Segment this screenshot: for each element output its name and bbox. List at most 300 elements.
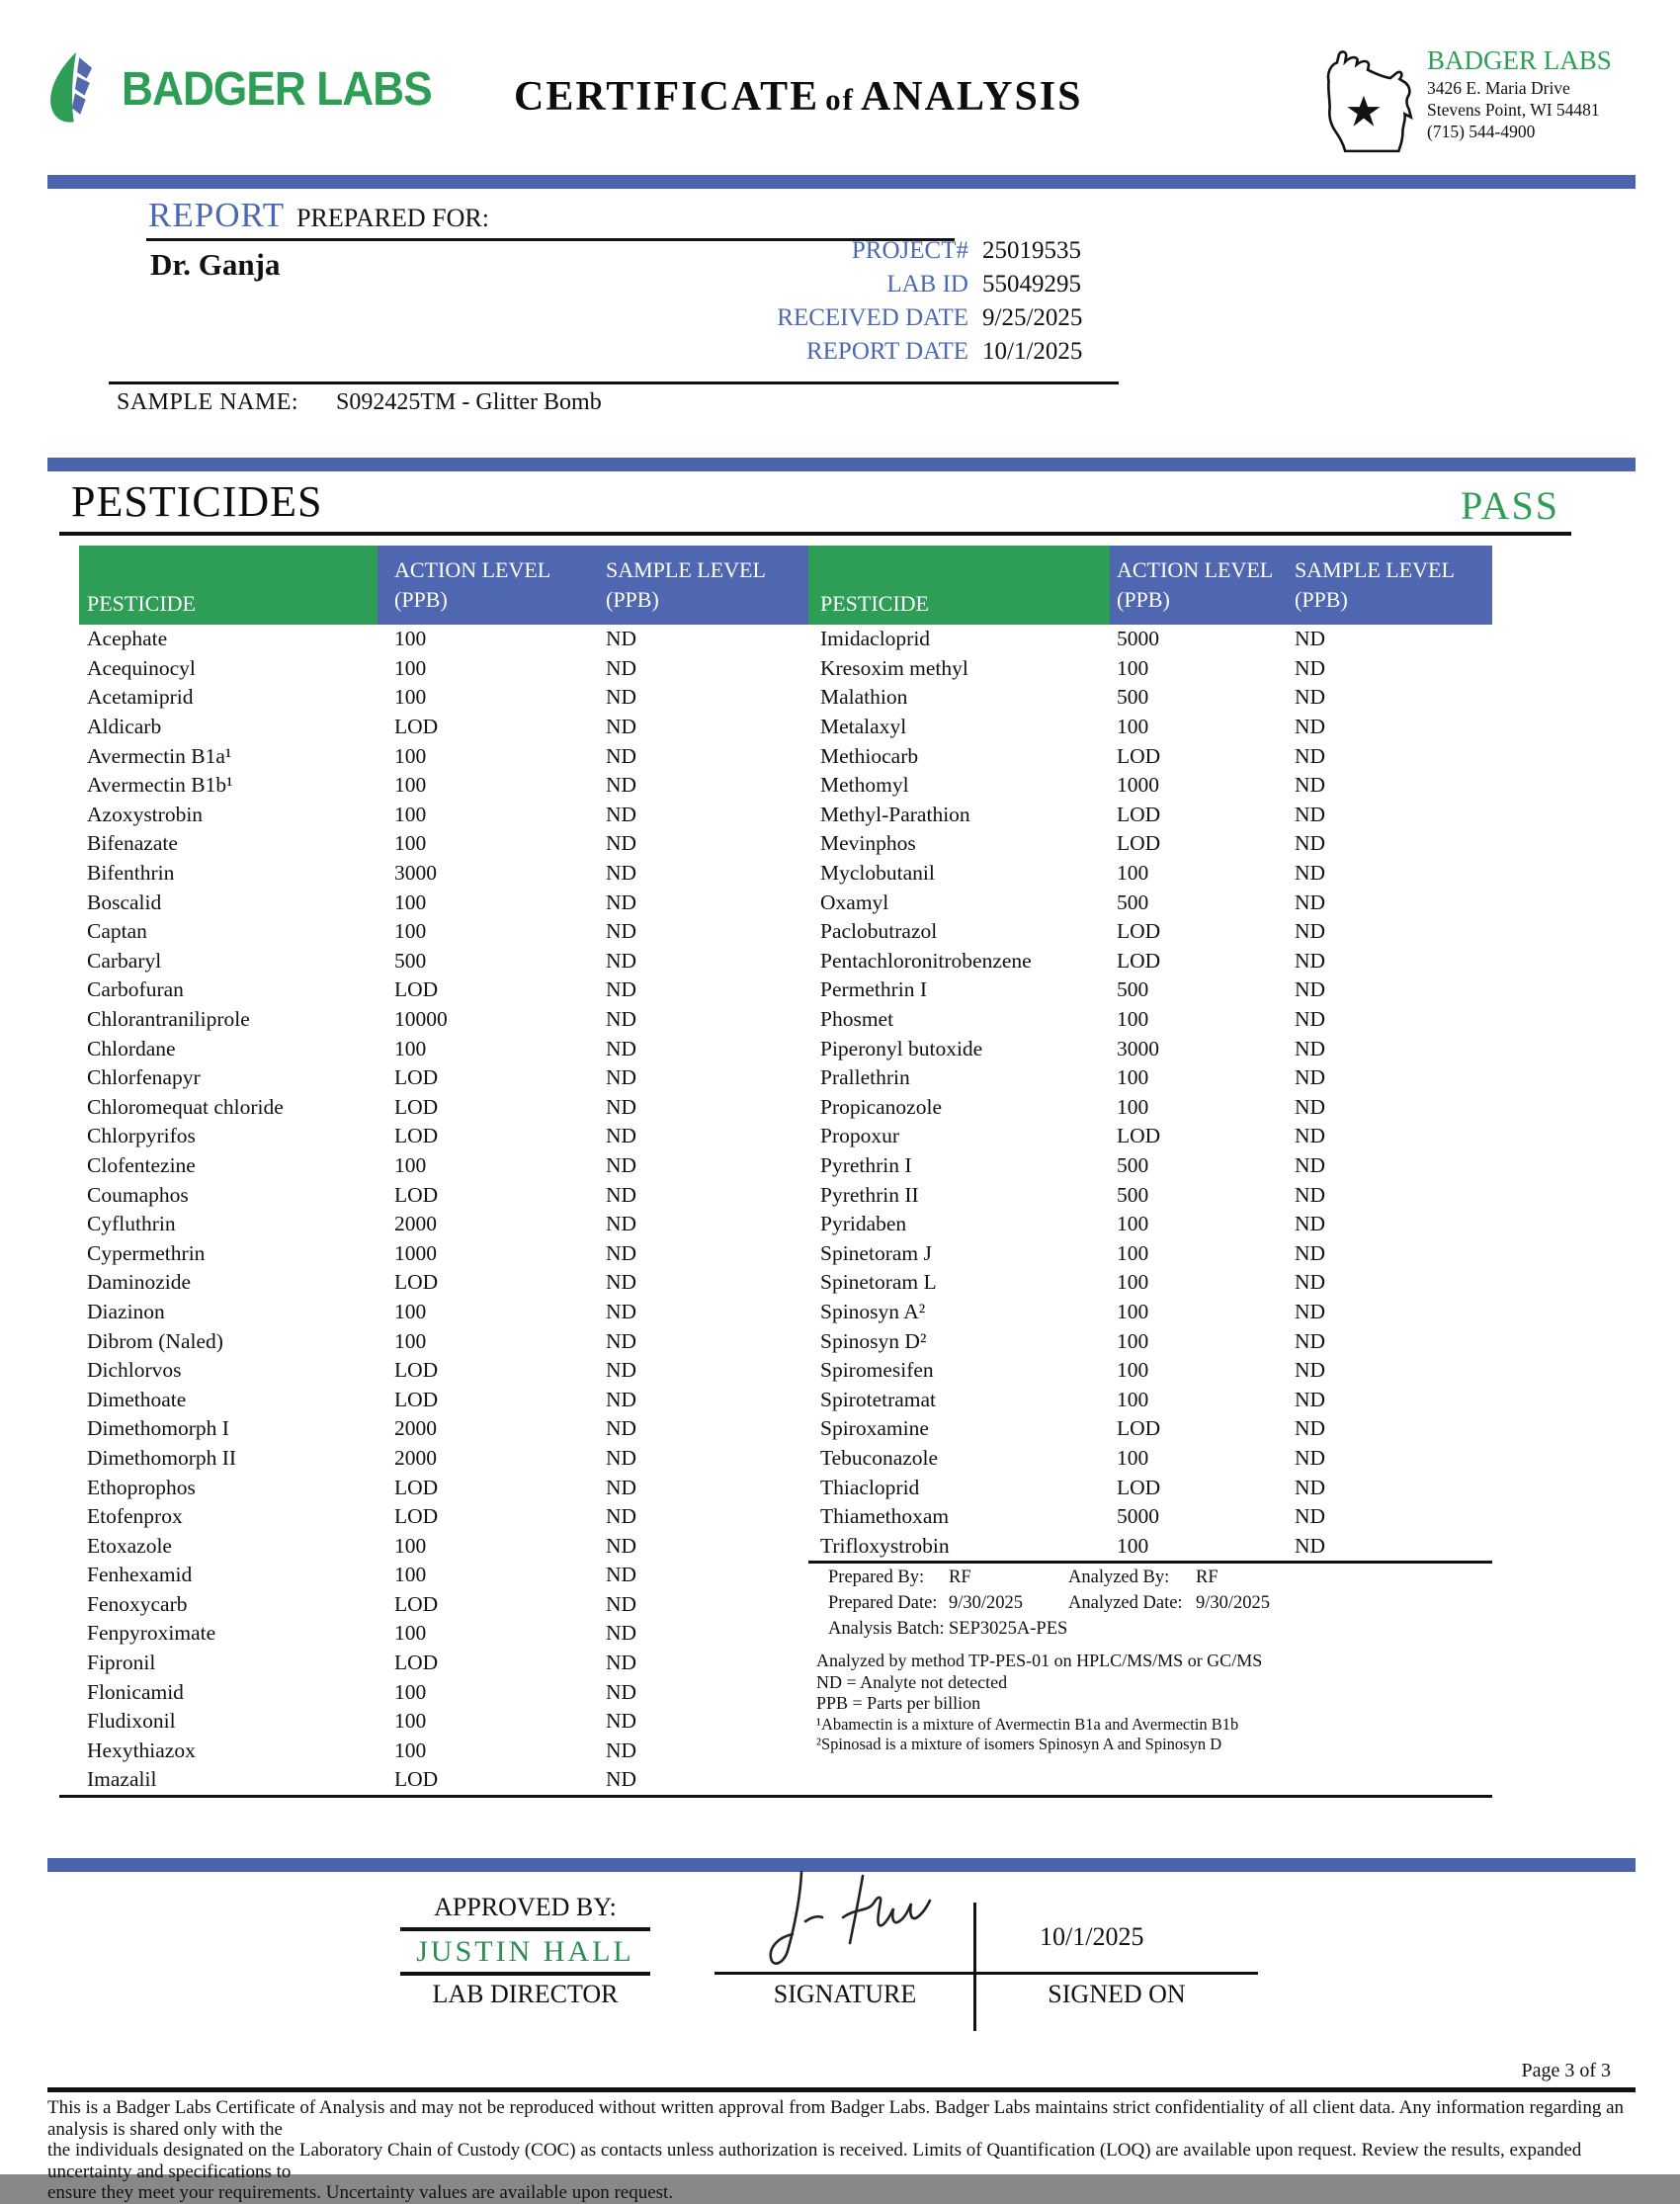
sample-level: ND bbox=[1295, 1358, 1326, 1383]
table-row bbox=[808, 654, 1492, 684]
disclaimer-line: ensure they meet your requirements. Uncertainty values are available upon request. bbox=[47, 2182, 674, 2203]
table-row bbox=[79, 947, 808, 976]
table-row bbox=[808, 1326, 1492, 1356]
table-row bbox=[79, 1385, 808, 1414]
table-row bbox=[79, 1619, 808, 1649]
sample-level: ND bbox=[1295, 685, 1326, 710]
prepared-by-label: Prepared By: bbox=[828, 1568, 925, 1587]
sample-level: ND bbox=[606, 1679, 637, 1704]
footer-disclaimer bbox=[47, 2097, 1643, 2204]
sample-level: ND bbox=[606, 1240, 637, 1265]
prepared-date-value: 9/30/2025 bbox=[949, 1593, 1024, 1613]
sample-level: ND bbox=[606, 715, 637, 739]
table-row bbox=[808, 1180, 1492, 1210]
sample-level: ND bbox=[606, 1270, 637, 1295]
action-level: LOD bbox=[1117, 831, 1161, 856]
action-level: 100 bbox=[1117, 1270, 1149, 1295]
sample-level: ND bbox=[606, 831, 637, 856]
report-field-value: 25019535 bbox=[982, 237, 1081, 264]
table-row bbox=[79, 1561, 808, 1590]
action-level: 100 bbox=[1117, 861, 1149, 886]
pesticide-name: Chlordane bbox=[87, 1036, 176, 1060]
table-header-right bbox=[808, 546, 1492, 625]
footnote-line: ²Spinosad is a mixture of isomers Spinosyn A and Spinosyn D bbox=[816, 1734, 1222, 1753]
sample-level: ND bbox=[606, 919, 637, 944]
method-note-line: Analyzed by method TP-PES-01 on HPLC/MS/MS or GC/MS bbox=[816, 1651, 1263, 1670]
pesticide-name: Ethoprophos bbox=[87, 1475, 196, 1499]
table-row bbox=[808, 859, 1492, 889]
signature-line bbox=[714, 1972, 975, 1975]
action-level: 100 bbox=[394, 1152, 427, 1177]
report-field-value: 9/25/2025 bbox=[982, 304, 1083, 331]
action-level: 100 bbox=[394, 1299, 427, 1323]
document-title: CERTIFICATE of ANALYSIS bbox=[514, 74, 1083, 120]
action-level: 3000 bbox=[394, 861, 437, 886]
pesticide-name: Clofentezine bbox=[87, 1152, 196, 1177]
table-row bbox=[808, 917, 1492, 947]
sample-name-label: SAMPLE NAME: bbox=[117, 389, 299, 415]
action-level: LOD bbox=[394, 1475, 439, 1499]
pesticide-name: Kresoxim methyl bbox=[820, 655, 968, 680]
table-row bbox=[808, 1444, 1492, 1474]
footer-rule bbox=[47, 2087, 1636, 2092]
table-row bbox=[79, 859, 808, 889]
table-row bbox=[79, 917, 808, 947]
action-level: 100 bbox=[1117, 1240, 1149, 1265]
pesticide-name: Diazinon bbox=[87, 1299, 165, 1323]
sample-level: ND bbox=[606, 948, 637, 973]
table-left-bottom-line bbox=[59, 1795, 1492, 1798]
action-level: 500 bbox=[1117, 977, 1149, 1002]
action-level: 100 bbox=[394, 1738, 427, 1762]
action-level: LOD bbox=[394, 715, 439, 739]
action-level: 2000 bbox=[394, 1416, 437, 1441]
sample-level: ND bbox=[606, 1767, 637, 1792]
pesticide-name: Spinetoram L bbox=[820, 1270, 937, 1295]
table-right-bottom-line bbox=[808, 1561, 1492, 1564]
action-level: 500 bbox=[1117, 1152, 1149, 1177]
table-row bbox=[79, 1473, 808, 1502]
approver-name: JUSTIN HALL bbox=[416, 1935, 634, 1968]
table-row bbox=[808, 1473, 1492, 1502]
pesticide-name: Carbaryl bbox=[87, 948, 162, 973]
table-row bbox=[79, 888, 808, 917]
table-row bbox=[79, 1268, 808, 1298]
action-level: 500 bbox=[1117, 685, 1149, 710]
action-level: 100 bbox=[1117, 1212, 1149, 1236]
table-row bbox=[808, 1356, 1492, 1386]
pesticide-name: Flonicamid bbox=[87, 1679, 184, 1704]
table-row bbox=[79, 801, 808, 830]
table-row bbox=[79, 713, 808, 742]
action-level: LOD bbox=[1117, 1475, 1161, 1499]
prepared-by-value: RF bbox=[949, 1568, 971, 1587]
report-field-value: 10/1/2025 bbox=[982, 338, 1083, 365]
pesticide-name: Myclobutanil bbox=[820, 861, 935, 886]
signature-divider bbox=[973, 1903, 976, 2031]
pesticide-name: Pentachloronitrobenzene bbox=[820, 948, 1032, 973]
lab-phone: (715) 544-4900 bbox=[1427, 122, 1536, 141]
table-row bbox=[79, 1093, 808, 1123]
pesticide-name: Captan bbox=[87, 919, 147, 944]
sample-level: ND bbox=[606, 1533, 637, 1558]
column-header-sample-level: SAMPLE LEVEL (PPB) bbox=[606, 557, 766, 612]
pesticide-name: Pyrethrin II bbox=[820, 1182, 919, 1207]
sample-level: ND bbox=[606, 1621, 637, 1646]
pesticide-name: Fenpyroximate bbox=[87, 1621, 216, 1646]
client-name: Dr. Ganja bbox=[150, 247, 281, 282]
pesticide-name: Pyrethrin I bbox=[820, 1152, 912, 1177]
sample-level: ND bbox=[606, 1358, 637, 1383]
pesticide-name: Spinetoram J bbox=[820, 1240, 932, 1265]
sample-name-value: S092425TM - Glitter Bomb bbox=[336, 389, 602, 415]
action-level: 100 bbox=[394, 627, 427, 651]
table-row bbox=[808, 829, 1492, 859]
table-row bbox=[79, 625, 808, 654]
sample-level: ND bbox=[606, 1124, 637, 1148]
approved-by-label: APPROVED BY: bbox=[434, 1893, 617, 1921]
action-level: 1000 bbox=[1117, 773, 1159, 798]
approver-line-bottom bbox=[400, 1972, 650, 1976]
table-row bbox=[79, 1238, 808, 1268]
section-underline bbox=[59, 532, 1571, 536]
signed-on-label: SIGNED ON bbox=[1048, 1980, 1186, 2008]
table-header-left bbox=[79, 546, 808, 625]
sample-level: ND bbox=[606, 1651, 637, 1675]
pesticide-name: Thiamethoxam bbox=[820, 1504, 950, 1529]
table-row bbox=[808, 741, 1492, 771]
table-row bbox=[79, 1502, 808, 1532]
sample-level: ND bbox=[1295, 627, 1326, 651]
sample-level: ND bbox=[1295, 715, 1326, 739]
action-level: 100 bbox=[394, 1533, 427, 1558]
pesticide-name: Fipronil bbox=[87, 1651, 156, 1675]
pesticide-name: Permethrin I bbox=[820, 977, 928, 1002]
table-row bbox=[808, 1034, 1492, 1063]
column-header-sample-level: SAMPLE LEVEL (PPB) bbox=[1295, 557, 1455, 612]
pesticide-name: Chlorfenapyr bbox=[87, 1065, 201, 1090]
action-level: 100 bbox=[394, 890, 427, 914]
disclaimer-line: This is a Badger Labs Certificate of Analysis and may not be reproduced without written approval from Badger Labs. Badger Labs maintains strict confidentiality of all client data. Any information regarding an analysis is shared only with the bbox=[47, 2097, 1625, 2140]
table-row bbox=[79, 1414, 808, 1444]
pesticide-name: Methomyl bbox=[820, 773, 909, 798]
lab-contact-block bbox=[1314, 45, 1612, 165]
table-row bbox=[79, 654, 808, 684]
sample-level: ND bbox=[1295, 802, 1326, 826]
table-row bbox=[79, 683, 808, 713]
sample-level: ND bbox=[606, 1065, 637, 1090]
table-row bbox=[808, 801, 1492, 830]
action-level: 5000 bbox=[1117, 1504, 1159, 1529]
table-row bbox=[808, 1268, 1492, 1298]
footnote-line: ¹Abamectin is a mixture of Avermectin B1a and Avermectin B1b bbox=[816, 1714, 1239, 1734]
pesticide-name: Azoxystrobin bbox=[87, 802, 204, 826]
action-level: 100 bbox=[394, 1563, 427, 1587]
report-field-row bbox=[682, 271, 1117, 304]
pesticide-name: Propicanozole bbox=[820, 1094, 942, 1119]
pesticide-name: Acephate bbox=[87, 627, 168, 651]
table-row bbox=[808, 1122, 1492, 1151]
sample-level: ND bbox=[606, 1416, 637, 1441]
analyzed-date-label: Analyzed Date: bbox=[1068, 1593, 1183, 1613]
sample-level: ND bbox=[606, 1738, 637, 1762]
sample-level: ND bbox=[1295, 1124, 1326, 1148]
pesticide-name: Dichlorvos bbox=[87, 1358, 182, 1383]
sample-level: ND bbox=[606, 1709, 637, 1734]
column-header-pesticide: PESTICIDE bbox=[820, 591, 929, 616]
table-row bbox=[808, 975, 1492, 1005]
action-level: 5000 bbox=[1117, 627, 1159, 651]
brand-logo bbox=[44, 49, 459, 129]
sample-level: ND bbox=[1295, 1445, 1326, 1470]
table-row bbox=[79, 1122, 808, 1151]
pesticide-name: Spinosyn D² bbox=[820, 1328, 927, 1353]
action-level: 100 bbox=[394, 919, 427, 944]
table-row bbox=[808, 947, 1492, 976]
pesticide-name: Carbofuran bbox=[87, 977, 184, 1002]
signed-on-date: 10/1/2025 bbox=[1040, 1922, 1144, 1951]
action-level: 100 bbox=[1117, 1094, 1149, 1119]
sample-name-row bbox=[117, 389, 602, 416]
divider-bar-section bbox=[47, 458, 1636, 471]
sample-level: ND bbox=[1295, 655, 1326, 680]
action-level: 100 bbox=[1117, 1007, 1149, 1032]
sample-level: ND bbox=[606, 861, 637, 886]
signature-icon bbox=[746, 1866, 954, 1978]
pesticide-name: Avermectin B1b¹ bbox=[87, 773, 233, 798]
table-row bbox=[79, 1151, 808, 1181]
lab-address-line2: Stevens Point, WI 54481 bbox=[1427, 100, 1600, 120]
pesticide-name: Coumaphos bbox=[87, 1182, 189, 1207]
lab-address-line1: 3426 E. Maria Drive bbox=[1427, 78, 1570, 98]
prepared-for-label: PREPARED FOR: bbox=[296, 204, 489, 232]
table-row bbox=[808, 1151, 1492, 1181]
action-level: 100 bbox=[394, 802, 427, 826]
action-level: 100 bbox=[394, 1621, 427, 1646]
sample-level: ND bbox=[1295, 1212, 1326, 1236]
table-row bbox=[808, 625, 1492, 654]
action-level: LOD bbox=[1117, 1124, 1161, 1148]
sample-level: ND bbox=[606, 1475, 637, 1499]
sample-level: ND bbox=[606, 1182, 637, 1207]
action-level: 100 bbox=[394, 743, 427, 768]
pesticide-name: Etofenprox bbox=[87, 1504, 183, 1529]
pesticide-name: Malathion bbox=[820, 685, 908, 710]
action-level: 100 bbox=[394, 831, 427, 856]
analysis-batch-label: Analysis Batch: bbox=[828, 1619, 945, 1639]
column-header-action-level: ACTION LEVEL (PPB) bbox=[1117, 557, 1274, 612]
sample-level: ND bbox=[606, 1094, 637, 1119]
pesticide-name: Propoxur bbox=[820, 1124, 900, 1148]
action-level: 100 bbox=[1117, 1328, 1149, 1353]
table-row bbox=[808, 771, 1492, 801]
table-row bbox=[79, 1590, 808, 1620]
action-level: 500 bbox=[1117, 1182, 1149, 1207]
pesticide-name: Spiroxamine bbox=[820, 1416, 929, 1441]
pesticide-name: Boscalid bbox=[87, 890, 162, 914]
sample-level: ND bbox=[606, 1328, 637, 1353]
table-row bbox=[79, 1677, 808, 1707]
table-row bbox=[808, 1414, 1492, 1444]
table-row bbox=[808, 1093, 1492, 1123]
table-row bbox=[808, 1210, 1492, 1239]
pesticide-name: Hexythiazox bbox=[87, 1738, 196, 1762]
action-level: LOD bbox=[394, 1387, 439, 1411]
sample-level: ND bbox=[606, 1445, 637, 1470]
pesticide-name: Thiacloprid bbox=[820, 1475, 920, 1499]
table-row bbox=[79, 1005, 808, 1035]
table-row bbox=[79, 771, 808, 801]
sample-level: ND bbox=[1295, 1182, 1326, 1207]
table-row bbox=[79, 829, 808, 859]
sample-level: ND bbox=[1295, 831, 1326, 856]
report-field-row bbox=[682, 338, 1117, 372]
sample-level: ND bbox=[1295, 1036, 1326, 1060]
action-level: 100 bbox=[1117, 1065, 1149, 1090]
action-level: LOD bbox=[394, 1358, 439, 1383]
signed-on-line bbox=[976, 1972, 1258, 1975]
pesticide-name: Imidacloprid bbox=[820, 627, 931, 651]
table-row bbox=[808, 1385, 1492, 1414]
pesticide-name: Oxamyl bbox=[820, 890, 889, 914]
action-level: LOD bbox=[1117, 802, 1161, 826]
approver-line-top bbox=[400, 1927, 650, 1931]
sample-level: ND bbox=[1295, 1152, 1326, 1177]
method-notes bbox=[816, 1651, 1262, 1754]
action-level: 100 bbox=[394, 655, 427, 680]
sample-level: ND bbox=[606, 890, 637, 914]
sample-level: ND bbox=[1295, 919, 1326, 944]
sample-level: ND bbox=[1295, 1270, 1326, 1295]
sample-level: ND bbox=[606, 743, 637, 768]
table-row bbox=[808, 1502, 1492, 1532]
table-row bbox=[808, 1531, 1492, 1561]
pesticide-name: Bifenazate bbox=[87, 831, 178, 856]
sample-level: ND bbox=[606, 977, 637, 1002]
action-level: LOD bbox=[394, 1504, 439, 1529]
action-level: LOD bbox=[394, 1591, 439, 1616]
table-row bbox=[808, 1298, 1492, 1327]
pesticide-table-left bbox=[79, 546, 808, 1795]
action-level: 2000 bbox=[394, 1212, 437, 1236]
report-field-label: RECEIVED DATE bbox=[777, 304, 968, 331]
pesticide-name: Cypermethrin bbox=[87, 1240, 206, 1265]
table-row bbox=[79, 1063, 808, 1093]
action-level: 100 bbox=[394, 1679, 427, 1704]
pesticide-name: Chloromequat chloride bbox=[87, 1094, 284, 1119]
sample-level: ND bbox=[606, 1504, 637, 1529]
sample-level: ND bbox=[606, 1387, 637, 1411]
sample-level: ND bbox=[606, 685, 637, 710]
sample-level: ND bbox=[1295, 1299, 1326, 1323]
pesticide-name: Daminozide bbox=[87, 1270, 192, 1295]
pesticide-name: Mevinphos bbox=[820, 831, 916, 856]
pesticide-name: Cyfluthrin bbox=[87, 1212, 176, 1236]
action-level: 3000 bbox=[1117, 1036, 1159, 1060]
sample-level: ND bbox=[1295, 1065, 1326, 1090]
action-level: 100 bbox=[394, 685, 427, 710]
action-level: 100 bbox=[394, 1036, 427, 1060]
analyzed-by-value: RF bbox=[1196, 1568, 1218, 1587]
action-level: 100 bbox=[394, 1709, 427, 1734]
pesticide-name: Methyl-Parathion bbox=[820, 802, 970, 826]
action-level: 100 bbox=[1117, 1445, 1149, 1470]
sample-level: ND bbox=[1295, 977, 1326, 1002]
table-row bbox=[79, 1356, 808, 1386]
report-field-row bbox=[682, 237, 1117, 271]
pesticide-name: Spinosyn A² bbox=[820, 1299, 926, 1323]
analyzed-by-label: Analyzed By: bbox=[1068, 1568, 1170, 1587]
action-level: LOD bbox=[1117, 948, 1161, 973]
report-field-row bbox=[682, 304, 1117, 338]
lab-name: BADGER LABS bbox=[1427, 45, 1612, 75]
pesticide-name: Fenhexamid bbox=[87, 1563, 193, 1587]
pesticide-name: Pyridaben bbox=[820, 1212, 907, 1236]
brand-wordmark: BADGER LABS bbox=[122, 63, 432, 116]
sample-level: ND bbox=[1295, 890, 1326, 914]
action-level: 100 bbox=[1117, 655, 1149, 680]
action-level: LOD bbox=[394, 1094, 439, 1119]
sample-level: ND bbox=[606, 1212, 637, 1236]
sample-level: ND bbox=[1295, 1475, 1326, 1499]
table-row bbox=[79, 1326, 808, 1356]
sample-level: ND bbox=[606, 1007, 637, 1032]
sample-level: ND bbox=[1295, 1240, 1326, 1265]
table-row bbox=[79, 1210, 808, 1239]
action-level: LOD bbox=[394, 1124, 439, 1148]
pesticide-name: Bifenthrin bbox=[87, 861, 175, 886]
sample-level: ND bbox=[1295, 743, 1326, 768]
table-row bbox=[79, 1531, 808, 1561]
pesticide-name: Acequinocyl bbox=[87, 655, 196, 680]
table-row bbox=[79, 1737, 808, 1766]
action-level: LOD bbox=[394, 1270, 439, 1295]
action-level: 100 bbox=[1117, 1533, 1149, 1558]
pesticide-table-right bbox=[808, 546, 1492, 1561]
pesticide-name: Avermectin B1a¹ bbox=[87, 743, 232, 768]
action-level: 1000 bbox=[394, 1240, 437, 1265]
action-level: 100 bbox=[394, 773, 427, 798]
sample-level: ND bbox=[1295, 773, 1326, 798]
action-level: LOD bbox=[394, 1651, 439, 1675]
sample-level: ND bbox=[606, 1036, 637, 1060]
sample-level: ND bbox=[1295, 1533, 1326, 1558]
wisconsin-map-icon bbox=[1314, 45, 1417, 165]
section-title: PESTICIDES bbox=[71, 477, 323, 526]
action-level: 100 bbox=[394, 1328, 427, 1353]
pesticide-name: Fenoxycarb bbox=[87, 1591, 188, 1616]
pesticide-name: Acetamiprid bbox=[87, 685, 194, 710]
pesticide-name: Dimethomorph I bbox=[87, 1416, 229, 1441]
analyzed-date-value: 9/30/2025 bbox=[1196, 1593, 1271, 1613]
pesticide-name: Piperonyl butoxide bbox=[820, 1036, 983, 1060]
report-field-label: LAB ID bbox=[886, 271, 968, 297]
pesticide-name: Etoxazole bbox=[87, 1533, 172, 1558]
report-prepared-for bbox=[148, 196, 489, 235]
action-level: 10000 bbox=[394, 1007, 448, 1032]
table-row bbox=[79, 1298, 808, 1327]
action-level: 100 bbox=[1117, 715, 1149, 739]
action-level: 100 bbox=[1117, 1387, 1149, 1411]
table-row bbox=[808, 1238, 1492, 1268]
table-row bbox=[808, 683, 1492, 713]
report-field-label: REPORT DATE bbox=[805, 338, 968, 365]
analysis-batch-value: SEP3025A-PES bbox=[949, 1619, 1068, 1639]
pesticide-name: Methiocarb bbox=[820, 743, 919, 768]
sample-level: ND bbox=[606, 1563, 637, 1587]
page-number: Page 3 of 3 bbox=[1521, 2060, 1611, 2081]
action-level: LOD bbox=[394, 1767, 439, 1792]
